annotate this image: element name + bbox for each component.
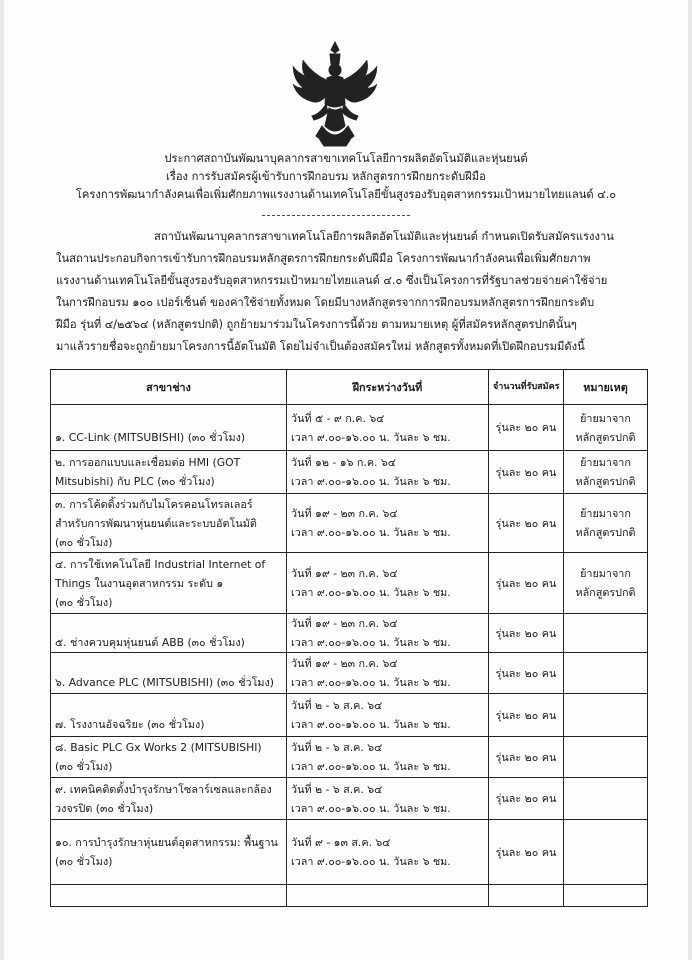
course-dates-line: เวลา ๙.๐๐-๑๖.๐๐ น. วันละ ๖ ชม. xyxy=(291,718,451,731)
course-capacity: รุ่นละ ๒๐ คน xyxy=(489,553,564,614)
course-remark-line xyxy=(568,757,643,776)
course-remark xyxy=(564,778,648,820)
course-remark-line xyxy=(568,654,643,673)
course-name-line: ๔. การใช้เทคโนโลยี Industrial Internet of xyxy=(55,557,266,571)
course-remark xyxy=(564,405,648,451)
course-name-line: ๓. การโค้ดดิ้งร่วมกับไมโครคอนโทรลเลอร์ xyxy=(55,497,253,511)
body-line: ในการฝึกอบรม ๑๐๐ เปอร์เซ็นต์ ของค่าใช้จ่ายทั้งหมด โดยมีบางหลักสูตรจากการฝึกอบรมหลักสูตรการฝึกยกระดับ xyxy=(56,296,595,309)
course-dates xyxy=(287,553,489,614)
course-remark-line xyxy=(568,852,643,871)
course-remark xyxy=(564,820,648,885)
course-remark-line: ย้ายมาจาก xyxy=(580,411,631,425)
course-name xyxy=(51,553,287,614)
header-dates: ฝึกระหว่างวันที่ xyxy=(287,370,489,405)
course-name-line: ๖. Advance PLC (MITSUBISHI) (๓๐ ชั่วโมง) xyxy=(55,676,274,689)
course-remark xyxy=(564,451,648,494)
table-header-row xyxy=(51,370,648,405)
course-name xyxy=(51,451,287,494)
course-name-line: (๓๐ ชั่วโมง) xyxy=(55,595,113,609)
course-name xyxy=(51,614,287,653)
course-dates-line: วันที่ ๑๙ - ๒๓ ก.ค. ๖๔ xyxy=(291,507,398,520)
empty-cell xyxy=(287,885,489,907)
course-remark xyxy=(564,494,648,553)
table-row xyxy=(51,694,648,737)
table-row xyxy=(51,553,648,614)
course-remark xyxy=(564,653,648,694)
course-name-line: วงจรปิด (๓๐ ชั่วโมง) xyxy=(55,801,154,815)
course-name-line: ๒. การออกแบบและเชื่อมต่อ HMI (GOT xyxy=(55,456,241,469)
header-capacity: จำนวนที่รับสมัคร xyxy=(489,370,564,405)
course-capacity: รุ่นละ ๒๐ คน xyxy=(489,614,564,653)
course-capacity: รุ่นละ ๒๐ คน xyxy=(489,653,564,694)
course-remark-line: หลักสูตรปกติ xyxy=(575,586,636,599)
course-dates xyxy=(287,820,489,885)
course-dates-line: เวลา ๙.๐๐-๑๖.๐๐ น. วันละ ๖ ชม. xyxy=(291,636,451,649)
course-dates-line: วันที่ ๑๙ - ๒๓ ก.ค. ๖๔ xyxy=(291,657,398,670)
body-line: แรงงานด้านเทคโนโลยีขั้นสูงรองรับอุตสาหกรรมเป้าหมายไทยแลนด์ ๔.๐ ซึ่งเป็นโครงการที่รัฐบาลช่วยจ่ายค่าใช้จ่าย xyxy=(56,274,608,287)
course-dates xyxy=(287,778,489,820)
course-dates xyxy=(287,737,489,778)
course-dates xyxy=(287,494,489,553)
body-line: มาแล้วรายชื่อจะถูกย้ายมาโครงการนี้อัตโนมัติ โดยไม่จำเป็นต้องสมัครใหม่ หลักสูตรทั้งหมดที่เปิดฝึกอบรมมีดังนี้ xyxy=(56,340,585,353)
course-remark-line xyxy=(568,780,643,799)
course-dates-line: เวลา ๙.๐๐-๑๖.๐๐ น. วันละ ๖ ชม. xyxy=(291,475,451,488)
course-remark-line: หลักสูตรปกติ xyxy=(575,475,636,488)
course-remark-line: ย้ายมาจาก xyxy=(580,507,631,520)
header-remark: หมายเหตุ xyxy=(564,370,648,405)
course-capacity: รุ่นละ ๒๐ คน xyxy=(489,451,564,494)
course-remark-line xyxy=(568,673,643,692)
course-name xyxy=(51,737,287,778)
course-remark xyxy=(564,737,648,778)
course-capacity: รุ่นละ ๒๐ คน xyxy=(489,405,564,451)
course-dates-line: เวลา ๙.๐๐-๑๖.๐๐ น. วันละ ๖ ชม. xyxy=(291,855,451,868)
separator-rule xyxy=(262,215,410,216)
body-line: ในสถานประกอบกิจการเข้ารับการฝึกอบรมหลักสูตรการฝึกยกระดับฝีมือ โครงการพัฒนากำลังคนเพื่อเพิ่มศักยภาพ xyxy=(56,252,591,265)
course-capacity: รุ่นละ ๒๐ คน xyxy=(489,694,564,737)
announcement-body xyxy=(36,226,660,358)
course-name-line xyxy=(55,696,282,715)
course-remark-line: ย้ายมาจาก xyxy=(580,567,631,580)
course-name xyxy=(51,820,287,885)
course-dates-line: เวลา ๙.๐๐-๑๖.๐๐ น. วันละ ๖ ชม. xyxy=(291,676,451,689)
course-capacity: รุ่นละ ๒๐ คน xyxy=(489,820,564,885)
course-dates xyxy=(287,405,489,451)
course-dates-line: วันที่ ๑๙ - ๒๓ ก.ค. ๖๔ xyxy=(291,617,398,630)
table-row xyxy=(51,653,648,694)
course-capacity: รุ่นละ ๒๐ คน xyxy=(489,737,564,778)
course-name-line: (๓๐ ชั่วโมง) xyxy=(55,760,113,773)
course-remark xyxy=(564,553,648,614)
course-name-line: ๑๐. การบำรุงรักษาหุ่นยนต์อุตสาหกรรม: พื้นฐาน xyxy=(55,836,278,849)
empty-cell xyxy=(489,885,564,907)
table-row xyxy=(51,820,648,885)
course-dates-line: วันที่ ๒ - ๖ ส.ค. ๖๔ xyxy=(291,699,383,712)
course-remark-line xyxy=(568,799,643,818)
course-capacity: รุ่นละ ๒๐ คน xyxy=(489,778,564,820)
course-name-line: สำหรับการพัฒนาหุ่นยนต์และระบบอัตโนมัติ xyxy=(55,516,257,530)
course-dates-line: เวลา ๙.๐๐-๑๖.๐๐ น. วันละ ๖ ชม. xyxy=(291,801,451,815)
table-row xyxy=(51,451,648,494)
course-name-line: Mitsubishi) กับ PLC (๓๐ ชั่วโมง) xyxy=(55,475,215,488)
announcement-org-line: ประกาศสถาบันพัฒนาบุคลากรสาขาเทคโนโลยีการผลิตอัตโนมัติและหุ่นยนต์ xyxy=(164,152,528,165)
course-name-line: ๘. Basic PLC Gx Works 2 (MITSUBISHI) xyxy=(55,741,262,754)
course-name xyxy=(51,494,287,553)
course-dates-line: วันที่ ๑๙ - ๒๓ ก.ค. ๖๔ xyxy=(291,567,398,580)
course-name-line xyxy=(55,654,282,673)
course-name-line: ๕. ช่างควบคุมหุ่นยนต์ ABB (๓๐ ชั่วโมง) xyxy=(55,636,245,649)
course-remark xyxy=(564,694,648,737)
course-dates-line: เวลา ๙.๐๐-๑๖.๐๐ น. วันละ ๖ ชม. xyxy=(291,760,451,773)
table-row xyxy=(51,405,648,451)
garuda-emblem-icon xyxy=(290,40,380,148)
course-dates-line: วันที่ ๙ - ๑๓ ส.ค. ๖๔ xyxy=(291,836,391,849)
course-name xyxy=(51,778,287,820)
course-name-line xyxy=(55,614,282,633)
course-remark-line xyxy=(568,738,643,757)
course-name-line xyxy=(55,409,282,428)
empty-cell xyxy=(51,885,287,907)
table-row xyxy=(51,494,648,553)
body-line: ฝีมือ รุ่นที่ ๔/๒๕๖๔ (หลักสูตรปกติ) ถูกย้ายมาร่วมในโครงการนี้ด้วย ตามหมายเหตุ ผู้ที่สมัครหลักสูตรปกตินั้นๆ xyxy=(56,318,577,331)
course-remark-line xyxy=(568,633,643,652)
course-remark-line xyxy=(568,715,643,734)
course-name-line: ๙. เทคนิคติดตั้งบำรุงรักษาโซลาร์เซลและกล้อง xyxy=(55,782,272,796)
course-dates xyxy=(287,614,489,653)
body-line: สถาบันพัฒนาบุคลากรสาขาเทคโนโลยีการผลิตอัตโนมัติและหุ่นยนต์ กำหนดเปิดรับสมัครแรงงาน xyxy=(154,230,614,243)
course-name-line: (๓๐ ชั่วโมง) xyxy=(55,855,113,868)
table-row xyxy=(51,737,648,778)
course-remark-line: หลักสูตรปกติ xyxy=(575,526,636,539)
course-dates xyxy=(287,653,489,694)
table-row-empty xyxy=(51,885,648,907)
course-remark xyxy=(564,614,648,653)
course-name xyxy=(51,694,287,737)
course-remark-line xyxy=(568,614,643,633)
course-dates xyxy=(287,694,489,737)
course-remark-line xyxy=(568,833,643,852)
document-page xyxy=(4,0,688,960)
course-remark-line: หลักสูตรปกติ xyxy=(575,430,636,444)
announcement-project-line: โครงการพัฒนากำลังคนเพื่อเพิ่มศักยภาพแรงงานด้านเทคโนโลยีขั้นสูงรองรับอุตสาหกรรมเป้าหมายไทยแลนด์ ๔.๐ xyxy=(75,188,617,201)
course-dates xyxy=(287,451,489,494)
header-field: สาขาช่าง xyxy=(51,370,287,405)
course-name-line: ๑. CC-Link (MITSUBISHI) (๓๐ ชั่วโมง) xyxy=(55,430,246,444)
course-name-line: (๓๐ ชั่วโมง) xyxy=(55,535,113,549)
course-schedule-table xyxy=(50,369,648,907)
course-remark-line: ย้ายมาจาก xyxy=(580,456,631,469)
course-dates-line: วันที่ ๒ - ๖ ส.ค. ๖๔ xyxy=(291,782,383,796)
course-dates-line: วันที่ ๒ - ๖ ส.ค. ๖๔ xyxy=(291,741,383,754)
course-dates-line: วันที่ ๑๒ - ๑๖ ก.ค. ๖๔ xyxy=(291,456,396,469)
table-row xyxy=(51,778,648,820)
course-name xyxy=(51,653,287,694)
course-dates-line: เวลา ๙.๐๐-๑๖.๐๐ น. วันละ ๖ ชม. xyxy=(291,526,451,539)
table-row xyxy=(51,614,648,653)
course-name-line: Things ในงานอุตสาหกรรม ระดับ ๑ xyxy=(55,576,224,590)
course-dates-line: เวลา ๙.๐๐-๑๖.๐๐ น. วันละ ๖ ชม. xyxy=(291,430,451,444)
course-remark-line xyxy=(568,696,643,715)
course-name xyxy=(51,405,287,451)
empty-cell xyxy=(564,885,648,907)
announcement-subject-line: เรื่อง การรับสมัครผู้เข้ารับการฝึกอบรม หลักสูตรการฝึกยกระดับฝีมือ xyxy=(166,170,486,183)
course-capacity: รุ่นละ ๒๐ คน xyxy=(489,494,564,553)
course-dates-line: เวลา ๙.๐๐-๑๖.๐๐ น. วันละ ๖ ชม. xyxy=(291,586,451,599)
course-name-line: ๗. โรงงานอัจฉริยะ (๓๐ ชั่วโมง) xyxy=(55,718,205,731)
course-dates-line: วันที่ ๕ - ๙ ก.ค. ๖๔ xyxy=(291,411,385,425)
